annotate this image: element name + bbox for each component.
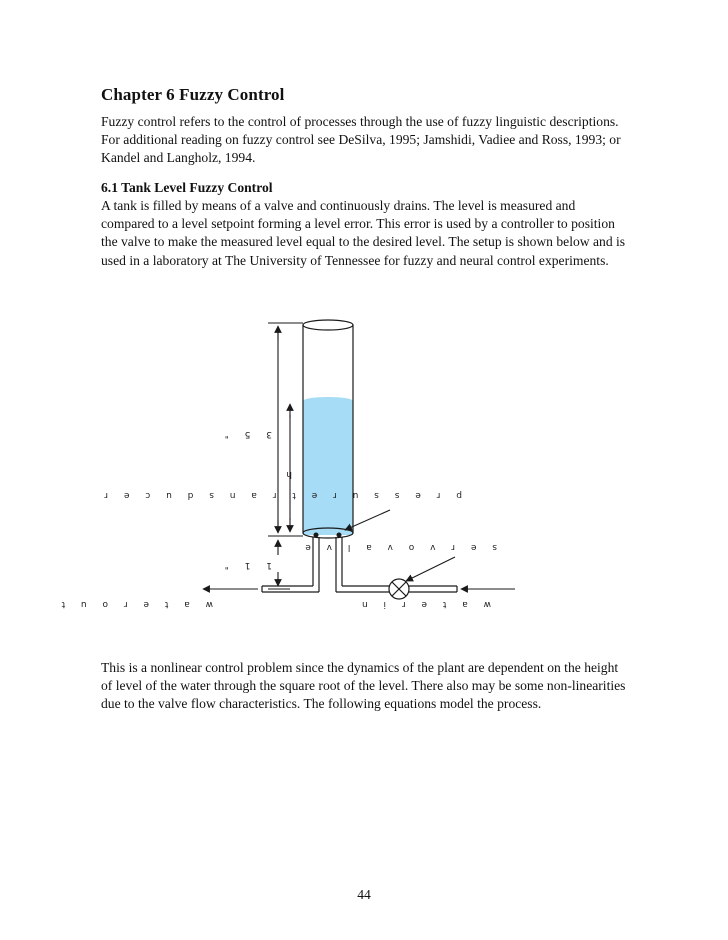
chapter-intro-paragraph: Fuzzy control refers to the control of processes through the use of fuzzy linguistic descriptions. For additional reading on fuzzy control see DeSilva, 1995; Jamshidi, Vadiee and Ross, 1993; or Kandel and Langholz, 1994. (101, 114, 621, 166)
servo-valve-label: s e r v o v a l v e (298, 542, 497, 552)
pressure-transducer-label: p r e s s u r e t r a n s d u c e r (97, 490, 462, 500)
height-dimension (268, 323, 303, 536)
drain-port (314, 533, 319, 538)
tank-level-figure (0, 300, 728, 640)
tank-water (303, 400, 353, 535)
inlet-port (337, 533, 342, 538)
after-figure-paragraph: This is a nonlinear control problem since the dynamics of the plant are dependent on the height of level of the water through the square root of the level. There also may be some non-linearities due to the valve flow characteristics. The following equations model the process. (101, 660, 626, 712)
page-number: 44 (357, 887, 371, 902)
level-label: h (279, 469, 292, 479)
chapter-title: Chapter 6 Fuzzy Control (101, 85, 285, 104)
water-in-label: w a t e r i n (355, 599, 491, 609)
section-body-paragraph: A tank is filled by means of a valve and continuously drains. The level is measured and compared to a level setpoint forming a level error. This error is used by a controller to position the valve to make the measured level equal to the desired level. The setup is shown below and is used in a laboratory at The University of Tennessee for fuzzy and neural control experiments. (101, 198, 626, 268)
valve-leader (406, 557, 455, 581)
servo-valve-symbol (389, 579, 409, 599)
water-out-label: w a t e r o u t (55, 599, 213, 609)
drain-dimension-label: 1 1 " (218, 560, 272, 570)
tank-water-surface (303, 397, 353, 405)
height-dimension-label: 3 5 " (218, 429, 272, 439)
section-title: 6.1 Tank Level Fuzzy Control (101, 180, 273, 195)
